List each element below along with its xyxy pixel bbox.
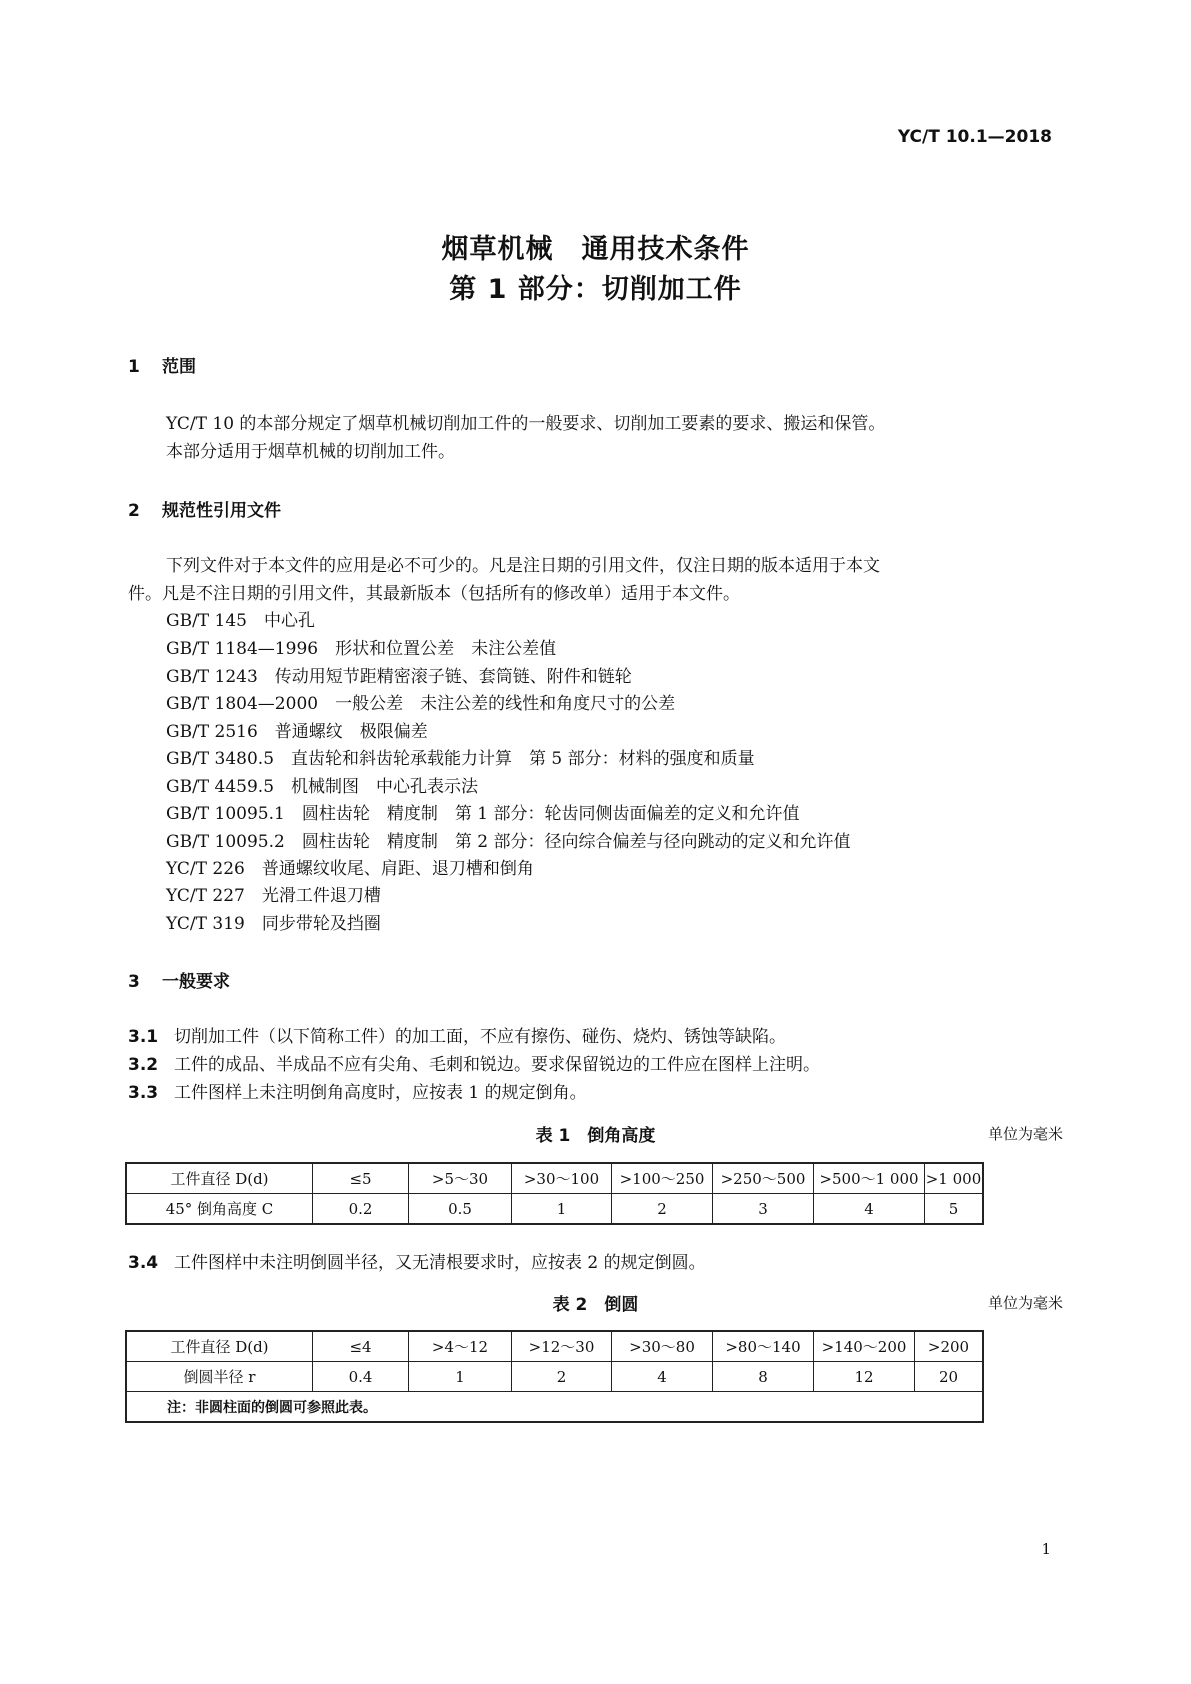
section-3-heading bbox=[128, 967, 230, 992]
clause-number: 3.1 bbox=[128, 1027, 159, 1047]
clause-number: 3.3 bbox=[128, 1083, 159, 1103]
section-number: 1 bbox=[128, 357, 140, 377]
reference-item: GB/T 1243 传动用短节距精密滚子链、套筒链、附件和链轮 bbox=[166, 667, 632, 687]
table-cell: 3 bbox=[713, 1194, 814, 1225]
section-title: 一般要求 bbox=[162, 972, 230, 992]
table-1-caption: 表 1 倒角高度 bbox=[535, 1126, 656, 1146]
table-cell: ≤4 bbox=[313, 1331, 409, 1362]
table-cell: 0.2 bbox=[313, 1194, 409, 1225]
clause-text: 工件图样中未注明倒圆半径，又无清根要求时，应按表 2 的规定倒圆。 bbox=[174, 1253, 706, 1273]
table-cell: >30～80 bbox=[612, 1331, 713, 1362]
table-cell: 工件直径 D(d) bbox=[126, 1163, 313, 1194]
table-cell: >200 bbox=[915, 1331, 984, 1362]
title-line-1: 烟草机械 通用技术条件 bbox=[441, 234, 750, 265]
table-cell: 0.5 bbox=[409, 1194, 512, 1225]
table-cell: 0.4 bbox=[313, 1362, 409, 1392]
reference-item: GB/T 4459.5 机械制图 中心孔表示法 bbox=[166, 777, 479, 797]
table-cell: 1 bbox=[512, 1194, 612, 1225]
reference-item: YC/T 226 普通螺纹收尾、肩距、退刀槽和倒角 bbox=[166, 859, 534, 879]
table-cell: 20 bbox=[915, 1362, 984, 1392]
clause-number: 3.4 bbox=[128, 1253, 159, 1273]
clause-text: 工件图样上未注明倒角高度时，应按表 1 的规定倒角。 bbox=[174, 1083, 587, 1103]
table-row bbox=[126, 1331, 983, 1362]
reference-item: GB/T 1184—1996 形状和位置公差 未注公差值 bbox=[166, 639, 557, 659]
page-number: 1 bbox=[1041, 1540, 1051, 1558]
paragraph: YC/T 10 的本部分规定了烟草机械切削加工件的一般要求、切削加工要素的要求、搬运和保管。 bbox=[166, 414, 886, 434]
table-cell: 4 bbox=[612, 1362, 713, 1392]
table-cell: >500～1 000 bbox=[814, 1163, 925, 1194]
clause-text: 切削加工件（以下简称工件）的加工面，不应有擦伤、碰伤、烧灼、锈蚀等缺陷。 bbox=[174, 1027, 786, 1047]
section-2-heading bbox=[128, 496, 281, 521]
table-2-caption: 表 2 倒圆 bbox=[552, 1295, 639, 1315]
clause-number: 3.2 bbox=[128, 1055, 159, 1075]
requirement-item bbox=[128, 1050, 820, 1075]
table-cell: ≤5 bbox=[313, 1163, 409, 1194]
reference-item: GB/T 10095.1 圆柱齿轮 精度制 第 1 部分：轮齿同侧齿面偏差的定义和允许值 bbox=[166, 804, 800, 824]
reference-item: YC/T 319 同步带轮及挡圈 bbox=[166, 914, 381, 934]
table-cell: 1 bbox=[409, 1362, 512, 1392]
table-cell: 45° 倒角高度 C bbox=[126, 1194, 313, 1225]
table-cell: >80～140 bbox=[713, 1331, 814, 1362]
paragraph: 件。凡是不注日期的引用文件，其最新版本（包括所有的修改单）适用于本文件。 bbox=[128, 584, 740, 604]
requirement-item bbox=[128, 1078, 587, 1103]
table-cell: 12 bbox=[814, 1362, 915, 1392]
table-cell: 2 bbox=[612, 1194, 713, 1225]
table-1 bbox=[125, 1162, 984, 1225]
table-row bbox=[126, 1362, 983, 1392]
table-cell: 8 bbox=[713, 1362, 814, 1392]
reference-item: GB/T 145 中心孔 bbox=[166, 611, 315, 631]
table-1-unit: 单位为毫米 bbox=[987, 1125, 1063, 1143]
reference-item: GB/T 1804—2000 一般公差 未注公差的线性和角度尺寸的公差 bbox=[166, 694, 676, 714]
table-cell: >5～30 bbox=[409, 1163, 512, 1194]
table-cell: >1 000 bbox=[925, 1163, 984, 1194]
reference-item: GB/T 2516 普通螺纹 极限偏差 bbox=[166, 722, 428, 742]
table-cell: >12～30 bbox=[512, 1331, 612, 1362]
requirement-item bbox=[128, 1248, 706, 1273]
reference-item: GB/T 10095.2 圆柱齿轮 精度制 第 2 部分：径向综合偏差与径向跳动的定义和允许值 bbox=[166, 832, 851, 852]
table-note: 注：非圆柱面的倒圆可参照此表。 bbox=[126, 1392, 983, 1423]
section-number: 3 bbox=[128, 972, 140, 992]
table-row bbox=[126, 1163, 983, 1194]
table-row bbox=[126, 1194, 983, 1225]
table-row bbox=[126, 1392, 983, 1423]
section-number: 2 bbox=[128, 501, 140, 521]
title-line-2: 第 1 部分：切削加工件 bbox=[449, 274, 742, 305]
table-2 bbox=[125, 1330, 984, 1423]
table-cell: 4 bbox=[814, 1194, 925, 1225]
table-cell: >30～100 bbox=[512, 1163, 612, 1194]
paragraph: 本部分适用于烟草机械的切削加工件。 bbox=[166, 442, 455, 462]
paragraph: 下列文件对于本文件的应用是必不可少的。凡是注日期的引用文件，仅注日期的版本适用于本文 bbox=[166, 556, 880, 576]
table-cell: 工件直径 D(d) bbox=[126, 1331, 313, 1362]
section-title: 规范性引用文件 bbox=[162, 501, 281, 521]
standard-code: YC/T 10.1—2018 bbox=[897, 127, 1052, 147]
table-2-unit: 单位为毫米 bbox=[987, 1294, 1063, 1312]
document-title bbox=[0, 230, 1191, 310]
table-cell: 2 bbox=[512, 1362, 612, 1392]
reference-item: GB/T 3480.5 直齿轮和斜齿轮承载能力计算 第 5 部分：材料的强度和质量 bbox=[166, 749, 755, 769]
table-cell: >4～12 bbox=[409, 1331, 512, 1362]
clause-text: 工件的成品、半成品不应有尖角、毛刺和锐边。要求保留锐边的工件应在图样上注明。 bbox=[174, 1055, 820, 1075]
table-cell: >140～200 bbox=[814, 1331, 915, 1362]
table-cell: >250～500 bbox=[713, 1163, 814, 1194]
table-cell: 5 bbox=[925, 1194, 984, 1225]
table-cell: 倒圆半径 r bbox=[126, 1362, 313, 1392]
requirement-item bbox=[128, 1022, 786, 1047]
reference-item: YC/T 227 光滑工件退刀槽 bbox=[166, 886, 381, 906]
section-1-heading bbox=[128, 352, 196, 377]
table-cell: >100～250 bbox=[612, 1163, 713, 1194]
section-title: 范围 bbox=[162, 357, 196, 377]
